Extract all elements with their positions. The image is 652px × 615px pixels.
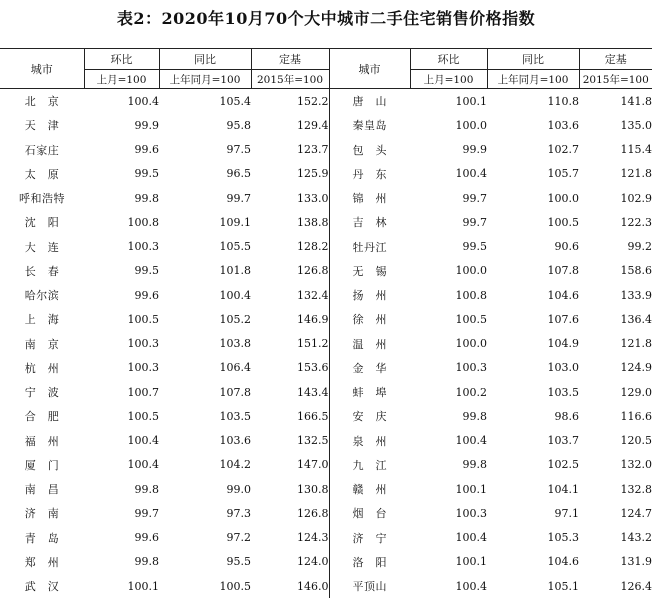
left-city-cell: 哈尔滨 xyxy=(24,289,60,303)
city-header-left: 城市 xyxy=(30,62,53,76)
left-base-cell: 151.2 xyxy=(297,337,329,351)
left-mom-cell: 100.3 xyxy=(127,361,159,375)
left-yoy-cell: 109.1 xyxy=(219,215,251,229)
right-mom-cell: 100.8 xyxy=(455,288,487,302)
left-mom-cell: 100.3 xyxy=(127,337,159,351)
table-row xyxy=(0,89,652,114)
right-mom-cell: 100.0 xyxy=(455,337,487,351)
right-city-cell: 徐 州 xyxy=(329,307,410,331)
left-mom-cell: 100.1 xyxy=(127,579,159,593)
table-row xyxy=(0,186,652,210)
right-yoy-cell: 103.6 xyxy=(547,118,579,132)
subheader-row xyxy=(0,70,652,89)
left-base-cell: 126.8 xyxy=(297,506,329,520)
right-base-cell: 102.9 xyxy=(620,191,652,205)
mom-subheader-right: 上月=100 xyxy=(410,70,487,89)
left-base-cell: 152.2 xyxy=(297,94,329,108)
table-row xyxy=(0,380,652,404)
left-city-cell: 青 岛 xyxy=(24,531,60,545)
right-yoy-cell: 103.7 xyxy=(547,434,579,448)
right-yoy-cell: 97.1 xyxy=(554,506,579,520)
left-base-cell: 138.8 xyxy=(297,215,329,229)
table-row xyxy=(0,526,652,550)
left-mom-cell: 99.7 xyxy=(134,506,159,520)
table-row xyxy=(0,283,652,307)
base-header-left: 定基 xyxy=(251,49,329,70)
left-city-cell: 福 州 xyxy=(24,434,60,448)
right-mom-cell: 99.9 xyxy=(462,143,487,157)
left-mom-cell: 99.5 xyxy=(134,167,159,181)
right-yoy-cell: 100.5 xyxy=(547,215,579,229)
right-city-cell: 蚌 埠 xyxy=(329,380,410,404)
left-mom-cell: 99.6 xyxy=(134,531,159,545)
left-city-cell: 北 京 xyxy=(24,95,60,109)
right-mom-cell: 100.3 xyxy=(455,506,487,520)
table-row xyxy=(0,356,652,380)
left-base-cell: 124.0 xyxy=(297,555,329,569)
right-city-cell: 洛 阳 xyxy=(329,550,410,574)
right-city-cell: 秦皇岛 xyxy=(329,113,410,137)
left-yoy-cell: 96.5 xyxy=(226,167,251,181)
left-city-cell: 南 昌 xyxy=(24,483,60,497)
right-base-cell: 126.4 xyxy=(620,579,652,593)
right-city-cell: 扬 州 xyxy=(329,283,410,307)
left-city-cell: 太 原 xyxy=(24,167,60,181)
left-base-cell: 146.0 xyxy=(297,579,329,593)
right-mom-cell: 99.5 xyxy=(462,240,487,254)
right-city-cell: 九 江 xyxy=(329,453,410,477)
left-yoy-cell: 99.0 xyxy=(226,482,251,496)
left-mom-cell: 99.6 xyxy=(134,143,159,157)
left-base-cell: 146.9 xyxy=(297,312,329,326)
right-city-cell: 赣 州 xyxy=(329,477,410,501)
right-mom-cell: 100.2 xyxy=(455,385,487,399)
right-city-cell: 泉 州 xyxy=(329,429,410,453)
right-base-cell: 132.0 xyxy=(620,458,652,472)
right-mom-cell: 99.7 xyxy=(462,215,487,229)
left-yoy-cell: 103.5 xyxy=(219,409,251,423)
table-body xyxy=(0,89,652,599)
left-yoy-cell: 106.4 xyxy=(219,361,251,375)
right-mom-cell: 100.1 xyxy=(455,482,487,496)
right-yoy-cell: 90.6 xyxy=(554,240,579,254)
left-yoy-cell: 97.5 xyxy=(226,143,251,157)
right-base-cell: 99.2 xyxy=(627,240,652,254)
base-subheader-left: 2015年=100 xyxy=(251,70,329,89)
right-base-cell: 158.6 xyxy=(620,264,652,278)
right-yoy-cell: 102.5 xyxy=(547,458,579,472)
left-mom-cell: 100.4 xyxy=(127,94,159,108)
right-mom-cell: 99.8 xyxy=(462,409,487,423)
left-base-cell: 143.4 xyxy=(297,385,329,399)
left-yoy-cell: 99.7 xyxy=(226,191,251,205)
left-mom-cell: 100.7 xyxy=(127,385,159,399)
right-base-cell: 129.0 xyxy=(620,385,652,399)
right-base-cell: 136.4 xyxy=(620,312,652,326)
table-row xyxy=(0,235,652,259)
left-yoy-cell: 95.5 xyxy=(226,555,251,569)
left-yoy-cell: 105.5 xyxy=(219,240,251,254)
table-row xyxy=(0,259,652,283)
left-mom-cell: 100.8 xyxy=(127,215,159,229)
left-yoy-cell: 100.4 xyxy=(219,288,251,302)
right-yoy-cell: 104.6 xyxy=(547,555,579,569)
yoy-subheader-right: 上年同月=100 xyxy=(487,70,579,89)
left-city-cell: 沈 阳 xyxy=(24,216,60,230)
right-base-cell: 131.9 xyxy=(620,555,652,569)
left-base-cell: 128.2 xyxy=(297,240,329,254)
right-mom-cell: 99.8 xyxy=(462,458,487,472)
table-title: 表2：2020年10月70个大中城市二手住宅销售价格指数 xyxy=(116,9,536,28)
left-mom-cell: 100.4 xyxy=(127,458,159,472)
right-yoy-cell: 102.7 xyxy=(547,143,579,157)
yoy-header-left: 同比 xyxy=(159,49,251,70)
left-base-cell: 166.5 xyxy=(297,409,329,423)
table-row xyxy=(0,574,652,598)
table-row xyxy=(0,429,652,453)
price-index-table xyxy=(0,48,652,598)
left-mom-cell: 99.9 xyxy=(134,118,159,132)
left-city-cell: 大 连 xyxy=(24,240,60,254)
left-base-cell: 124.3 xyxy=(297,531,329,545)
city-header-right: 城市 xyxy=(329,49,410,89)
left-yoy-cell: 97.2 xyxy=(226,531,251,545)
right-mom-cell: 99.7 xyxy=(462,191,487,205)
left-base-cell: 126.8 xyxy=(297,264,329,278)
right-base-cell: 121.8 xyxy=(620,337,652,351)
right-mom-cell: 100.5 xyxy=(455,312,487,326)
left-mom-cell: 99.8 xyxy=(134,555,159,569)
right-mom-cell: 100.3 xyxy=(455,361,487,375)
left-yoy-cell: 100.5 xyxy=(219,579,251,593)
left-city-cell: 天 津 xyxy=(24,119,60,133)
right-city-cell: 烟 台 xyxy=(329,501,410,525)
right-base-cell: 143.2 xyxy=(620,531,652,545)
right-city-cell: 丹 东 xyxy=(329,162,410,186)
right-base-cell: 120.5 xyxy=(620,434,652,448)
left-base-cell: 147.0 xyxy=(297,458,329,472)
left-yoy-cell: 105.4 xyxy=(219,94,251,108)
mom-header-left: 环比 xyxy=(84,49,159,70)
table-row xyxy=(0,162,652,186)
right-yoy-cell: 100.0 xyxy=(547,191,579,205)
right-base-cell: 133.9 xyxy=(620,288,652,302)
right-city-cell: 济 宁 xyxy=(329,526,410,550)
right-yoy-cell: 110.8 xyxy=(547,94,579,108)
left-yoy-cell: 97.3 xyxy=(226,506,251,520)
mom-subheader-left: 上月=100 xyxy=(84,70,159,89)
right-base-cell: 116.6 xyxy=(620,409,652,423)
right-base-cell: 115.4 xyxy=(620,143,652,157)
left-city-cell: 上 海 xyxy=(24,313,60,327)
left-mom-cell: 100.4 xyxy=(127,434,159,448)
right-yoy-cell: 104.6 xyxy=(547,288,579,302)
base-header-right: 定基 xyxy=(579,49,652,70)
right-yoy-cell: 98.6 xyxy=(554,409,579,423)
right-city-cell: 温 州 xyxy=(329,332,410,356)
right-city-cell: 唐 山 xyxy=(329,89,410,114)
left-yoy-cell: 103.6 xyxy=(219,434,251,448)
right-mom-cell: 100.4 xyxy=(455,167,487,181)
right-yoy-cell: 104.9 xyxy=(547,337,579,351)
right-base-cell: 135.0 xyxy=(620,118,652,132)
base-subheader-right: 2015年=100 xyxy=(579,70,652,89)
right-city-cell: 牡丹江 xyxy=(329,235,410,259)
left-base-cell: 132.4 xyxy=(297,288,329,302)
left-city-cell: 武 汉 xyxy=(24,580,60,594)
right-base-cell: 122.3 xyxy=(620,215,652,229)
table-row xyxy=(0,307,652,331)
left-city-cell: 郑 州 xyxy=(24,555,60,569)
left-mom-cell: 100.5 xyxy=(127,409,159,423)
right-base-cell: 124.9 xyxy=(620,361,652,375)
right-city-cell: 锦 州 xyxy=(329,186,410,210)
left-yoy-cell: 103.8 xyxy=(219,337,251,351)
right-yoy-cell: 107.8 xyxy=(547,264,579,278)
right-yoy-cell: 103.0 xyxy=(547,361,579,375)
right-base-cell: 124.7 xyxy=(620,506,652,520)
table-row xyxy=(0,332,652,356)
left-yoy-cell: 95.8 xyxy=(226,118,251,132)
table-row xyxy=(0,477,652,501)
left-base-cell: 123.7 xyxy=(297,143,329,157)
right-base-cell: 132.8 xyxy=(620,482,652,496)
left-city-cell: 厦 门 xyxy=(24,458,60,472)
right-city-cell: 吉 林 xyxy=(329,210,410,234)
right-yoy-cell: 107.6 xyxy=(547,312,579,326)
right-mom-cell: 100.1 xyxy=(455,94,487,108)
left-yoy-cell: 101.8 xyxy=(219,264,251,278)
right-mom-cell: 100.1 xyxy=(455,555,487,569)
right-yoy-cell: 105.7 xyxy=(547,167,579,181)
left-yoy-cell: 105.2 xyxy=(219,312,251,326)
left-base-cell: 133.0 xyxy=(297,191,329,205)
left-base-cell: 125.9 xyxy=(297,167,329,181)
left-mom-cell: 99.6 xyxy=(134,288,159,302)
right-mom-cell: 100.0 xyxy=(455,118,487,132)
yoy-subheader-left: 上年同月=100 xyxy=(159,70,251,89)
left-city-cell: 长 春 xyxy=(24,264,60,278)
right-city-cell: 包 头 xyxy=(329,138,410,162)
left-city-cell: 济 南 xyxy=(24,507,60,521)
right-yoy-cell: 105.1 xyxy=(547,579,579,593)
left-mom-cell: 99.8 xyxy=(134,482,159,496)
right-base-cell: 121.8 xyxy=(620,167,652,181)
right-city-cell: 平顶山 xyxy=(329,574,410,598)
left-base-cell: 130.8 xyxy=(297,482,329,496)
table-row xyxy=(0,138,652,162)
table-row xyxy=(0,550,652,574)
table-row xyxy=(0,404,652,428)
yoy-header-right: 同比 xyxy=(487,49,579,70)
right-yoy-cell: 103.5 xyxy=(547,385,579,399)
left-base-cell: 129.4 xyxy=(297,118,329,132)
right-mom-cell: 100.4 xyxy=(455,579,487,593)
right-mom-cell: 100.4 xyxy=(455,434,487,448)
right-mom-cell: 100.0 xyxy=(455,264,487,278)
right-yoy-cell: 104.1 xyxy=(547,482,579,496)
left-city-cell: 石家庄 xyxy=(24,143,60,157)
table-row xyxy=(0,113,652,137)
left-mom-cell: 100.5 xyxy=(127,312,159,326)
right-base-cell: 141.8 xyxy=(620,94,652,108)
right-city-cell: 无 锡 xyxy=(329,259,410,283)
left-city-cell: 杭 州 xyxy=(24,361,60,375)
right-yoy-cell: 105.3 xyxy=(547,531,579,545)
left-base-cell: 132.5 xyxy=(297,434,329,448)
table-row xyxy=(0,210,652,234)
left-mom-cell: 99.8 xyxy=(134,191,159,205)
left-yoy-cell: 107.8 xyxy=(219,385,251,399)
left-city-cell: 南 京 xyxy=(24,337,60,351)
table-row xyxy=(0,501,652,525)
left-mom-cell: 100.3 xyxy=(127,240,159,254)
table-row xyxy=(0,453,652,477)
right-city-cell: 金 华 xyxy=(329,356,410,380)
left-city-cell: 呼和浩特 xyxy=(19,192,65,206)
left-city-cell: 宁 波 xyxy=(24,386,60,400)
left-base-cell: 153.6 xyxy=(297,361,329,375)
right-mom-cell: 100.4 xyxy=(455,531,487,545)
header-row xyxy=(0,49,652,70)
left-city-cell: 合 肥 xyxy=(24,410,60,424)
left-mom-cell: 99.5 xyxy=(134,264,159,278)
right-city-cell: 安 庆 xyxy=(329,404,410,428)
mom-header-right: 环比 xyxy=(410,49,487,70)
left-yoy-cell: 104.2 xyxy=(219,458,251,472)
